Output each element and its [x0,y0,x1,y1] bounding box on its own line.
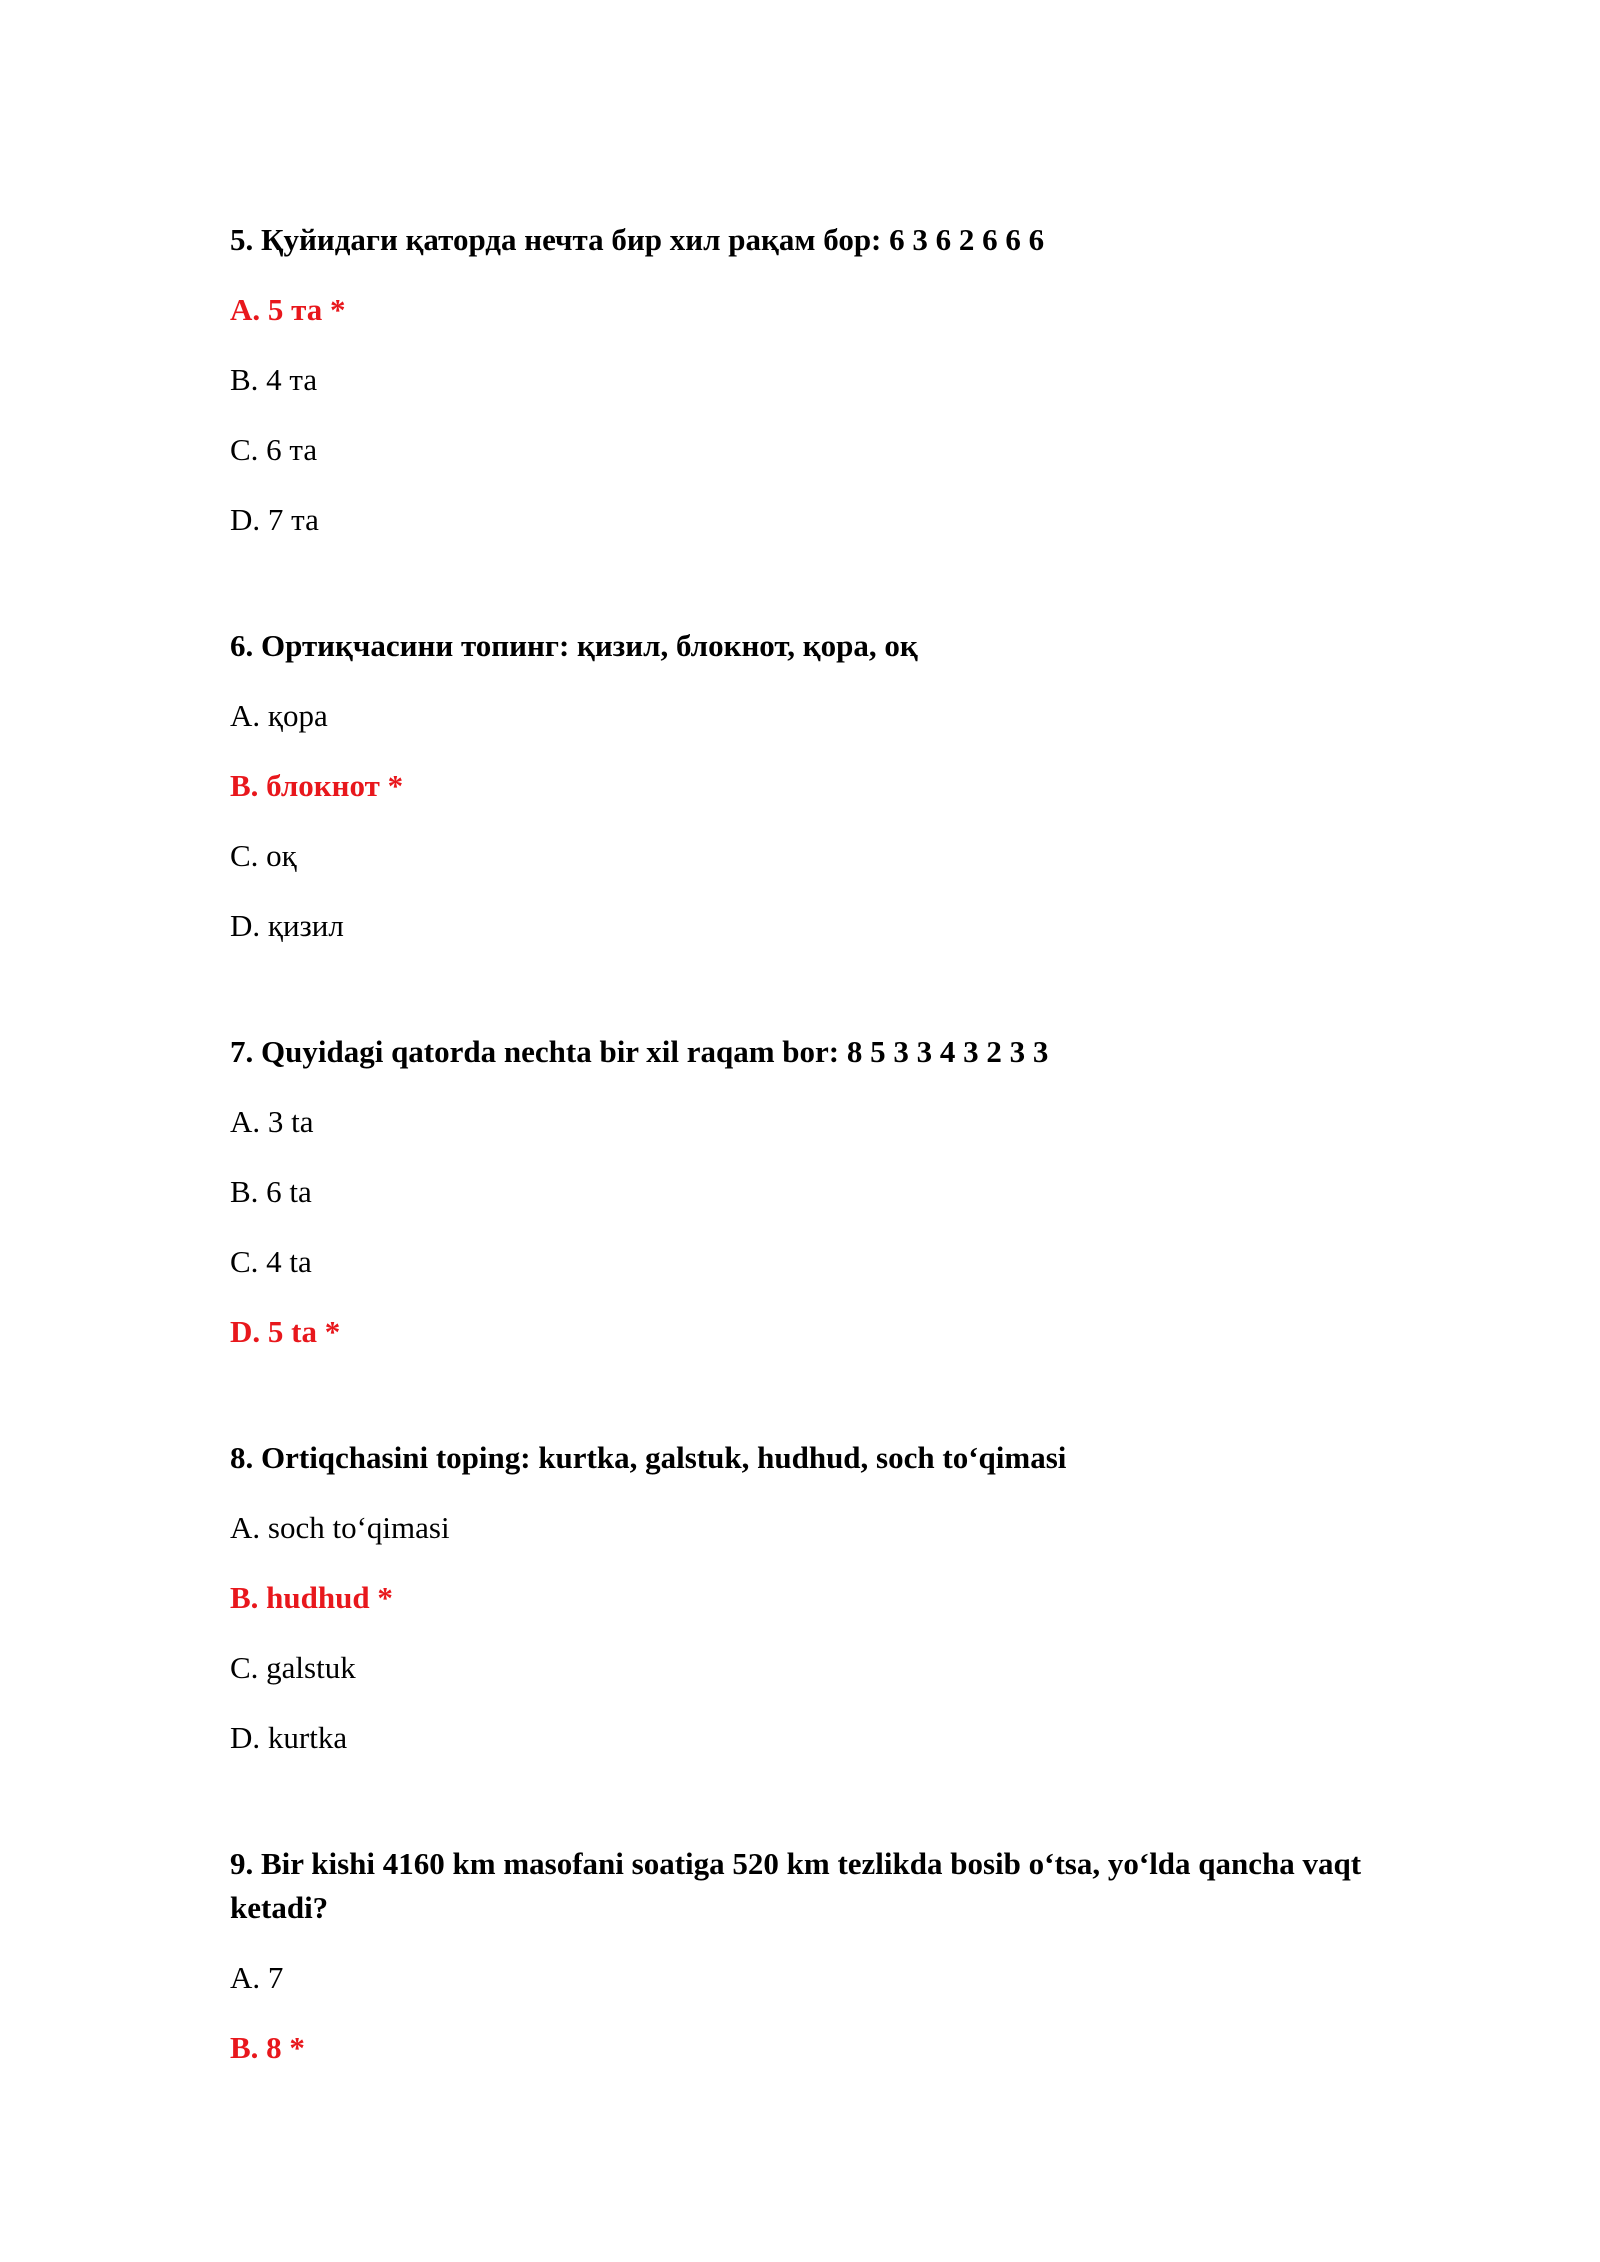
option-c: C. 4 ta [230,1244,312,1279]
question-text: 7. Quyidagi qatorda nechta bir xil raqam bor: 8 5 3 3 4 3 2 3 3 [230,1034,1049,1069]
option-d: D. 7 та [230,502,319,537]
option-b-correct: B. 8 * [230,2030,305,2065]
option-d: D. kurtka [230,1720,348,1755]
question-text: 6. Ортиқчасини топинг: қизил, блокнот, қора, оқ [230,628,918,663]
option-a: A. 3 ta [230,1104,314,1139]
question-5 [230,218,1410,542]
question-7 [230,1030,1410,1354]
option-b-correct: B. блокнот * [230,768,404,803]
question-text: 8. Ortiqchasini toping: kurtka, galstuk, hudhud, soch to‘qimasi [230,1440,1067,1475]
option-b-correct: B. hudhud * [230,1580,393,1615]
option-a: A. қора [230,698,328,733]
option-a: A. 7 [230,1960,284,1995]
question-text: 5. Қуйидаги қаторда нечта бир хил рақам бор: 6 3 6 2 6 6 6 [230,222,1045,257]
question-text: 9. Bir kishi 4160 km masofani soatiga 520 km tezlikda bosib o‘tsa, yo‘lda qancha vaqt ketadi? [230,1846,1362,1925]
option-c: C. galstuk [230,1650,356,1685]
option-a-correct: A. 5 та * [230,292,346,327]
question-9 [230,1842,1410,2070]
option-b: B. 6 ta [230,1174,312,1209]
option-d: D. қизил [230,908,344,943]
question-6 [230,624,1410,948]
option-a: A. soch to‘qimasi [230,1510,450,1545]
option-c: C. 6 та [230,432,318,467]
document-page [230,218,1410,2070]
question-8 [230,1436,1410,1760]
option-c: C. оқ [230,838,297,873]
option-d-correct: D. 5 ta * [230,1314,341,1349]
option-b: B. 4 та [230,362,318,397]
